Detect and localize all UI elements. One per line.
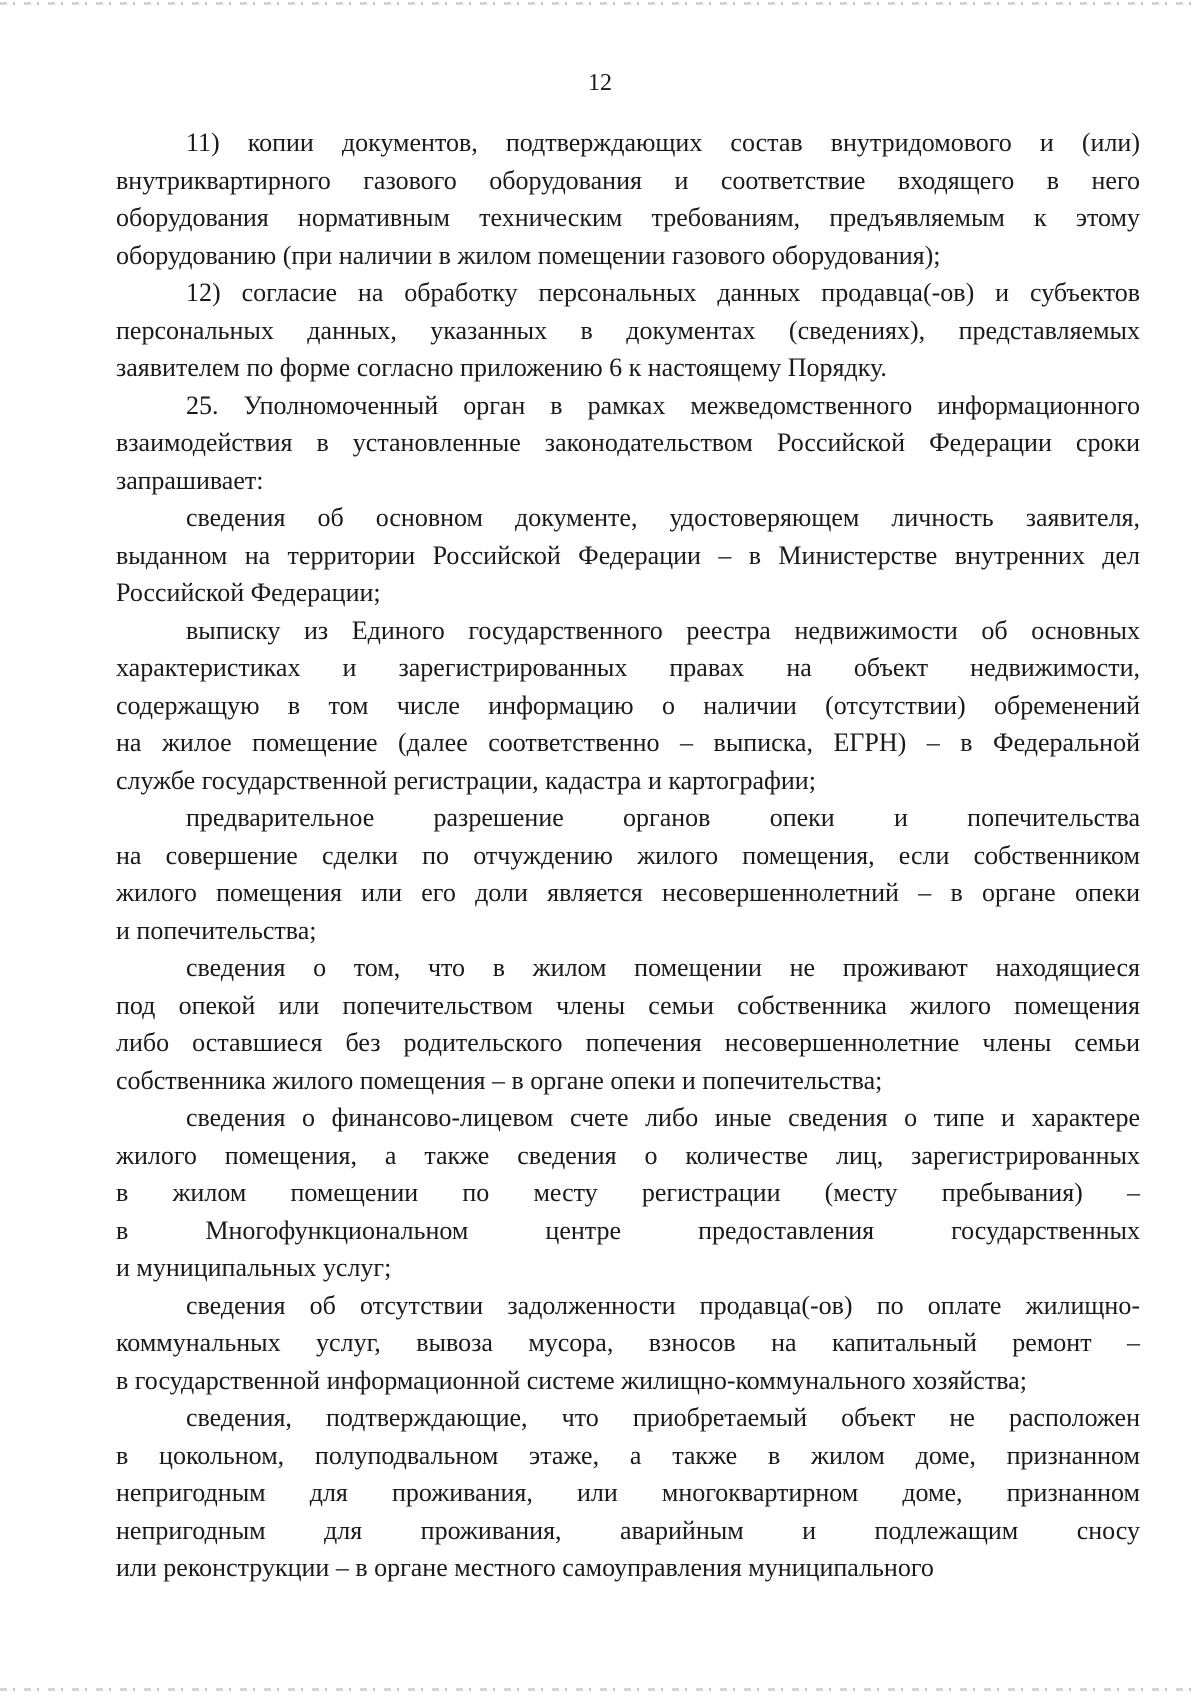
- scan-edge-top: [0, 2, 1200, 5]
- paragraph: [116, 1099, 1140, 1287]
- text-line: или реконструкции – в органе местного самоуправления муниципального: [116, 1553, 934, 1582]
- text-line: собственника жилого помещения – в органе опеки и попечительства;: [116, 1065, 883, 1095]
- text-line: 25. Уполномоченный орган в рамках межведомственного информационного: [186, 390, 1140, 420]
- paragraph: [116, 499, 1140, 612]
- text-line: сведения, подтверждающие, что приобретаемый объект не расположен: [186, 1403, 1140, 1432]
- paragraph: [116, 799, 1140, 949]
- text-line: выданном на территории Российской Федерации – в Министерстве внутренних дел: [116, 540, 1140, 570]
- text-line: в цокольном, полуподвальном этаже, а также в жилом доме, признанном: [116, 1440, 1140, 1470]
- text-line: 11) копии документов, подтверждающих состав внутридомового и (или): [186, 128, 1140, 157]
- text-line: в Многофункциональном центре предоставления государственных: [116, 1215, 1140, 1245]
- paragraph: [116, 612, 1140, 800]
- text-line: и попечительства;: [116, 915, 317, 945]
- paragraph: [116, 1399, 1140, 1587]
- text-line: 12) согласие на обработку персональных данных продавца(-ов) и субъектов: [186, 278, 1140, 307]
- text-line: сведения об основном документе, удостоверяющем личность заявителя,: [186, 503, 1140, 532]
- paragraph: [116, 124, 1140, 274]
- text-line: характеристиках и зарегистрированных правах на объект недвижимости,: [116, 653, 1140, 682]
- text-line: на совершение сделки по отчуждению жилого помещения, если собственником: [116, 840, 1140, 870]
- paragraph: [116, 387, 1140, 500]
- text-line: оборудованию (при наличии в жилом помещении газового оборудования);: [116, 240, 941, 270]
- text-line: сведения о том, что в жилом помещении не проживают находящиеся: [186, 953, 1140, 982]
- text-line: предварительное разрешение органов опеки и попечительства: [186, 803, 1140, 832]
- text-line: заявителем по форме согласно приложению 6 к настоящему Порядку.: [116, 353, 887, 382]
- text-line: Российской Федерации;: [116, 578, 381, 607]
- paragraph: [116, 274, 1140, 387]
- text-line: внутриквартирного газового оборудования и соответствие входящего в него: [116, 165, 1140, 195]
- text-line: сведения о финансово-лицевом счете либо иные сведения о типе и характере: [186, 1103, 1140, 1132]
- text-line: выписку из Единого государственного реестра недвижимости об основных: [186, 615, 1140, 645]
- document-body: [116, 124, 1140, 1587]
- text-line: либо оставшиеся без родительского попечения несовершеннолетние члены семьи: [116, 1028, 1140, 1057]
- text-line: содержащую в том числе информацию о наличии (отсутствии) обременений: [116, 690, 1140, 720]
- scan-edge-bottom: [0, 1688, 1200, 1691]
- text-line: запрашивает:: [116, 465, 264, 495]
- text-line: непригодным для проживания, или многоквартирном доме, признанном: [116, 1478, 1140, 1507]
- text-line: в жилом помещении по месту регистрации (месту пребывания) –: [116, 1178, 1140, 1207]
- text-line: сведения об отсутствии задолженности продавца(-ов) по оплате жилищно-: [186, 1290, 1140, 1320]
- text-line: жилого помещения или его доли является несовершеннолетний – в органе опеки: [116, 878, 1140, 907]
- paragraph: [116, 949, 1140, 1099]
- text-line: взаимодействия в установленные законодательством Российской Федерации сроки: [116, 428, 1140, 457]
- text-line: и муниципальных услуг;: [116, 1253, 392, 1282]
- text-line: жилого помещения, а также сведения о количестве лиц, зарегистрированных: [116, 1140, 1140, 1170]
- text-line: на жилое помещение (далее соответственно – выписка, ЕГРН) – в Федеральной: [116, 728, 1140, 757]
- text-line: коммунальных услуг, вывоза мусора, взносов на капитальный ремонт –: [116, 1328, 1140, 1357]
- text-line: в государственной информационной системе жилищно-коммунального хозяйства;: [116, 1365, 1027, 1395]
- text-line: непригодным для проживания, аварийным и подлежащим сносу: [116, 1515, 1140, 1545]
- page-number: 12: [588, 70, 612, 96]
- text-line: службе государственной регистрации, кадастра и картографии;: [116, 765, 816, 795]
- text-line: оборудования нормативным техническим требованиям, предъявляемым к этому: [116, 203, 1140, 232]
- text-line: под опекой или попечительством члены семьи собственника жилого помещения: [116, 990, 1140, 1020]
- paragraph: [116, 1287, 1140, 1400]
- text-line: персональных данных, указанных в документах (сведениях), представляемых: [116, 315, 1140, 345]
